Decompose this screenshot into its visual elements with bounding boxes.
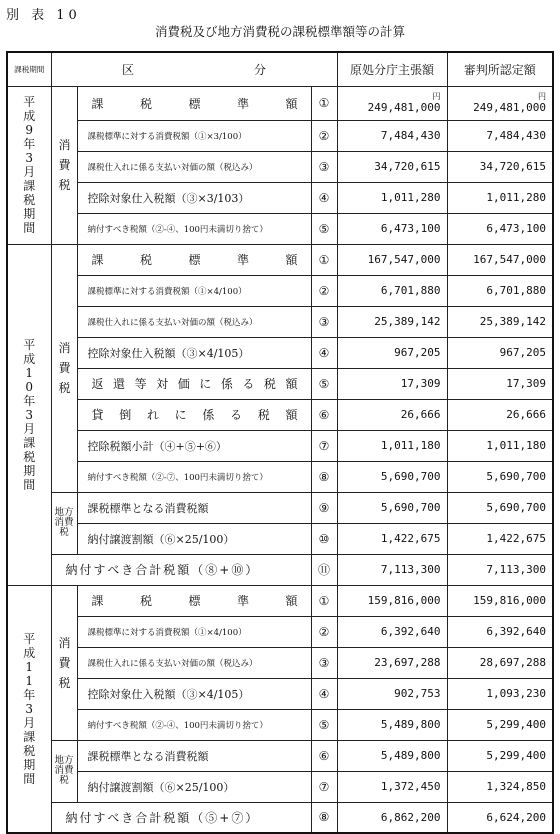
appendix-label: 別 表 10 (6, 8, 81, 23)
claim-amount: 26,666 (337, 399, 447, 430)
amount-value: 249,481,000 (367, 101, 441, 114)
total-claim-amount: 7,113,300 (337, 554, 447, 585)
total-number: ⑧ (311, 802, 337, 833)
table-row (7, 368, 553, 399)
claim-amount: 1,372,450 (337, 771, 447, 802)
tribunal-amount: 6,392,640 (447, 616, 553, 647)
total-claim-amount: 6,862,200 (337, 802, 447, 833)
item-label: 納付すべき税額（②-④、100円未満切り捨て） (77, 709, 311, 740)
item-number: ⑩ (311, 523, 337, 554)
tribunal-amount: 26,666 (447, 399, 553, 430)
tribunal-amount: 6,473,100 (447, 213, 553, 244)
item-label: 課税標準額 (77, 585, 311, 616)
item-label: 課税標準に対する消費税額（①×4/100） (77, 275, 311, 306)
item-label: 貸倒れに係る税額 (77, 399, 311, 430)
claim-amount: 1,422,675 (337, 523, 447, 554)
total-row (7, 802, 553, 833)
table-row (7, 337, 553, 368)
total-row (7, 554, 553, 585)
claim-amount: 1,011,180 (337, 430, 447, 461)
table-row (7, 213, 553, 244)
claim-amount: 902,753 (337, 678, 447, 709)
header-row (7, 52, 553, 86)
item-label: 納付すべき税額（②-④、100円未満切り捨て） (77, 213, 311, 244)
item-number: ④ (311, 182, 337, 213)
tribunal-amount: 967,205 (447, 337, 553, 368)
item-number: ⑧ (311, 461, 337, 492)
tribunal-amount: 1,422,675 (447, 523, 553, 554)
item-label: 課税仕入れに係る支払い対価の額（税込み） (77, 306, 311, 337)
item-number: ⑥ (311, 740, 337, 771)
item-number: ⑨ (311, 492, 337, 523)
claim-amount: 6,473,100 (337, 213, 447, 244)
item-label: 控除対象仕入税額（③×3/103） (77, 182, 311, 213)
tribunal-amount: 5,690,700 (447, 492, 553, 523)
item-number: ③ (311, 647, 337, 678)
claim-amount: 167,547,000 (337, 244, 447, 275)
tax-group-label: 消費税 (51, 244, 77, 492)
header-claim: 原処分庁主張額 (337, 52, 447, 86)
item-number: ⑦ (311, 430, 337, 461)
item-label: 納付すべき税額（②-⑦、100円未満切り捨て） (77, 461, 311, 492)
table-row (7, 86, 553, 120)
item-label: 課税標準額 (77, 86, 311, 120)
item-number: ⑤ (311, 213, 337, 244)
item-label: 課税仕入れに係る支払い対価の額（税込み） (77, 647, 311, 678)
item-number: ⑥ (311, 399, 337, 430)
item-number: ② (311, 616, 337, 647)
item-label: 課税仕入れに係る支払い対価の額（税込み） (77, 151, 311, 182)
item-number: ⑤ (311, 709, 337, 740)
tribunal-amount: 7,484,430 (447, 120, 553, 151)
item-label: 納付譲渡割額（⑥×25/100） (77, 771, 311, 802)
period-label: 平成10年3月課税期間 (7, 244, 51, 585)
claim-amount: 6,392,640 (337, 616, 447, 647)
table-row (7, 585, 553, 616)
tribunal-amount: 167,547,000 (447, 244, 553, 275)
total-label: 納付すべき合計税額（⑤+⑦） (51, 802, 311, 833)
item-label: 課税標準額 (77, 244, 311, 275)
tribunal-amount: 6,701,880 (447, 275, 553, 306)
item-label: 課税標準となる消費税額 (77, 492, 311, 523)
tax-group-label: 消費税 (51, 585, 77, 740)
item-number: ④ (311, 337, 337, 368)
claim-amount: 23,697,288 (337, 647, 447, 678)
amount-value: 249,481,000 (473, 101, 547, 114)
tax-group-label: 地方消費税 (51, 492, 77, 554)
header-period: 課税期間 (7, 52, 51, 86)
tribunal-amount: 1,011,280 (447, 182, 553, 213)
table-row (7, 430, 553, 461)
item-number: ② (311, 275, 337, 306)
tax-calculation-table (6, 51, 554, 834)
item-label: 課税標準に対する消費税額（①×4/100） (77, 616, 311, 647)
item-label: 課税標準となる消費税額 (77, 740, 311, 771)
table-row (7, 461, 553, 492)
yen-unit: 円 (538, 92, 547, 101)
table-row (7, 709, 553, 740)
table-row (7, 771, 553, 802)
claim-amount: 967,205 (337, 337, 447, 368)
tribunal-amount: 25,389,142 (447, 306, 553, 337)
table-row (7, 275, 553, 306)
yen-unit: 円 (432, 92, 441, 101)
tribunal-amount: 1,093,230 (447, 678, 553, 709)
claim-amount: 25,389,142 (337, 306, 447, 337)
period-label: 平成11年3月課税期間 (7, 585, 51, 833)
claim-amount: 1,011,280 (337, 182, 447, 213)
claim-amount: 7,484,430 (337, 120, 447, 151)
tribunal-amount (447, 86, 553, 120)
table-row (7, 399, 553, 430)
claim-amount: 6,701,880 (337, 275, 447, 306)
tax-group-label: 消費税 (51, 86, 77, 244)
table-row (7, 678, 553, 709)
table-row (7, 306, 553, 337)
item-number: ④ (311, 678, 337, 709)
tax-group-label: 地方消費税 (51, 740, 77, 802)
item-label: 納付譲渡割額（⑥×25/100） (77, 523, 311, 554)
table-row (7, 120, 553, 151)
item-label: 控除税額小計（④+⑤+⑥） (77, 430, 311, 461)
item-label: 課税標準に対する消費税額（①×3/100） (77, 120, 311, 151)
total-number: ⑪ (311, 554, 337, 585)
tribunal-amount: 159,816,000 (447, 585, 553, 616)
total-tribunal-amount: 7,113,300 (447, 554, 553, 585)
item-number: ② (311, 120, 337, 151)
tribunal-amount: 5,299,400 (447, 740, 553, 771)
table-row (7, 492, 553, 523)
item-label: 返還等対価に係る税額 (77, 368, 311, 399)
item-number: ③ (311, 306, 337, 337)
tribunal-amount: 34,720,615 (447, 151, 553, 182)
table-row (7, 244, 553, 275)
tribunal-amount: 28,697,288 (447, 647, 553, 678)
tribunal-amount: 5,690,700 (447, 461, 553, 492)
item-number: ① (311, 244, 337, 275)
claim-amount: 5,690,700 (337, 492, 447, 523)
claim-amount: 159,816,000 (337, 585, 447, 616)
document-title: 消費税及び地方消費税の課税標準額等の計算 (154, 24, 405, 39)
table-row (7, 647, 553, 678)
period-label: 平成9年3月課税期間 (7, 86, 51, 244)
item-number: ⑤ (311, 368, 337, 399)
claim-amount (337, 86, 447, 120)
claim-amount: 5,489,800 (337, 709, 447, 740)
item-number: ③ (311, 151, 337, 182)
header-tribunal: 審判所認定額 (447, 52, 553, 86)
table-row (7, 182, 553, 213)
table-row (7, 616, 553, 647)
item-number: ① (311, 585, 337, 616)
total-tribunal-amount: 6,624,200 (447, 802, 553, 833)
table-row (7, 523, 553, 554)
tribunal-amount: 5,299,400 (447, 709, 553, 740)
table-row (7, 151, 553, 182)
total-label: 納付すべき合計税額（⑧+⑩） (51, 554, 311, 585)
claim-amount: 5,489,800 (337, 740, 447, 771)
tribunal-amount: 1,011,180 (447, 430, 553, 461)
tribunal-amount: 17,309 (447, 368, 553, 399)
header-category: 区 分 (51, 52, 337, 86)
item-number: ⑦ (311, 771, 337, 802)
item-number: ① (311, 86, 337, 120)
claim-amount: 5,690,700 (337, 461, 447, 492)
claim-amount: 17,309 (337, 368, 447, 399)
item-label: 控除対象仕入税額（③×4/105） (77, 337, 311, 368)
item-label: 控除対象仕入税額（③×4/105） (77, 678, 311, 709)
table-row (7, 740, 553, 771)
claim-amount: 34,720,615 (337, 151, 447, 182)
tribunal-amount: 1,324,850 (447, 771, 553, 802)
